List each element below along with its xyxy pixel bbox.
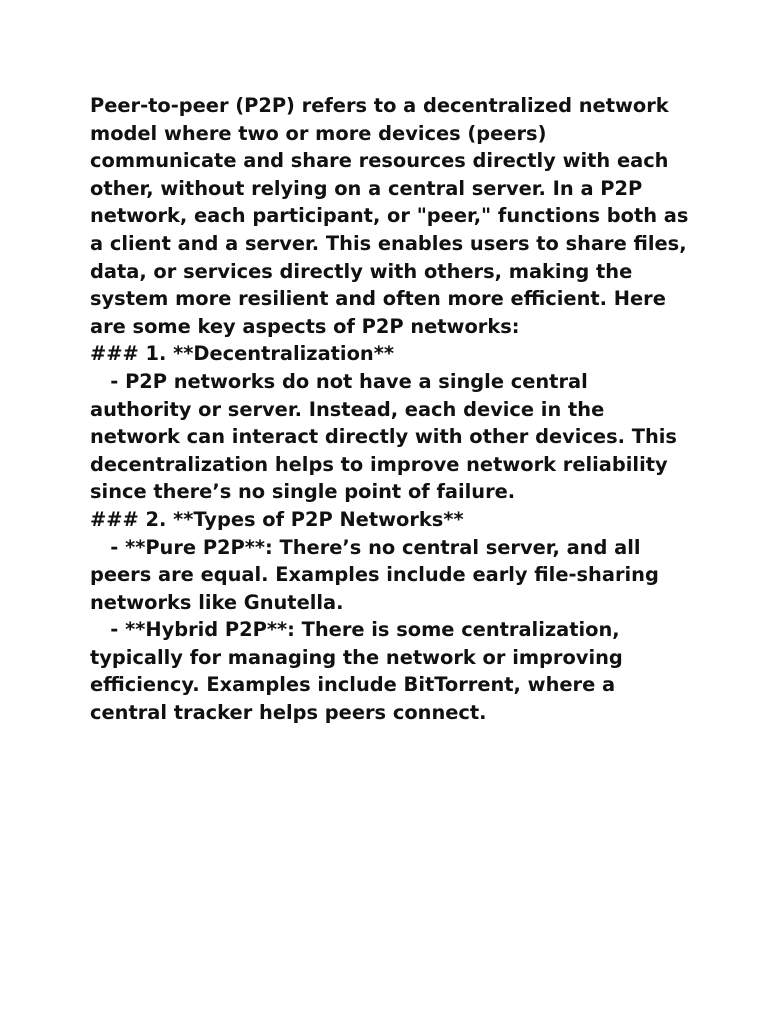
section-heading-types: ### 2. **Types of P2P Networks** (90, 507, 464, 531)
bullet-decentralization: - P2P networks do not have a single central authority or server. Instead, each device in the network can interact directly with other devices. This decentralization helps to improve network reliability since there’s no single point of failure. (90, 369, 684, 504)
section-heading-decentralization: ### 1. **Decentralization** (90, 342, 394, 366)
intro-paragraph: Peer-to-peer (P2P) refers to a decentralized network model where two or more devices (peers) communicate and share resources directly with each other, without relying on a central server. In a P2P network, each participant, or "peer," functions both as a client and a server. This enables users to share files, data, or services directly with others, making the system more resilient and often more efficient. Here are some key aspects of P2P networks: (90, 94, 696, 338)
document-body (90, 92, 696, 727)
bullet-hybrid-p2p: - **Hybrid P2P**: There is some centralization, typically for managing the network or improving efficiency. Examples include BitTorrent, where a central tracker helps peers connect. (90, 618, 630, 725)
bullet-pure-p2p: - **Pure P2P**: There’s no central server, and all peers are equal. Examples include early file-sharing networks like Gnutella. (90, 535, 666, 614)
